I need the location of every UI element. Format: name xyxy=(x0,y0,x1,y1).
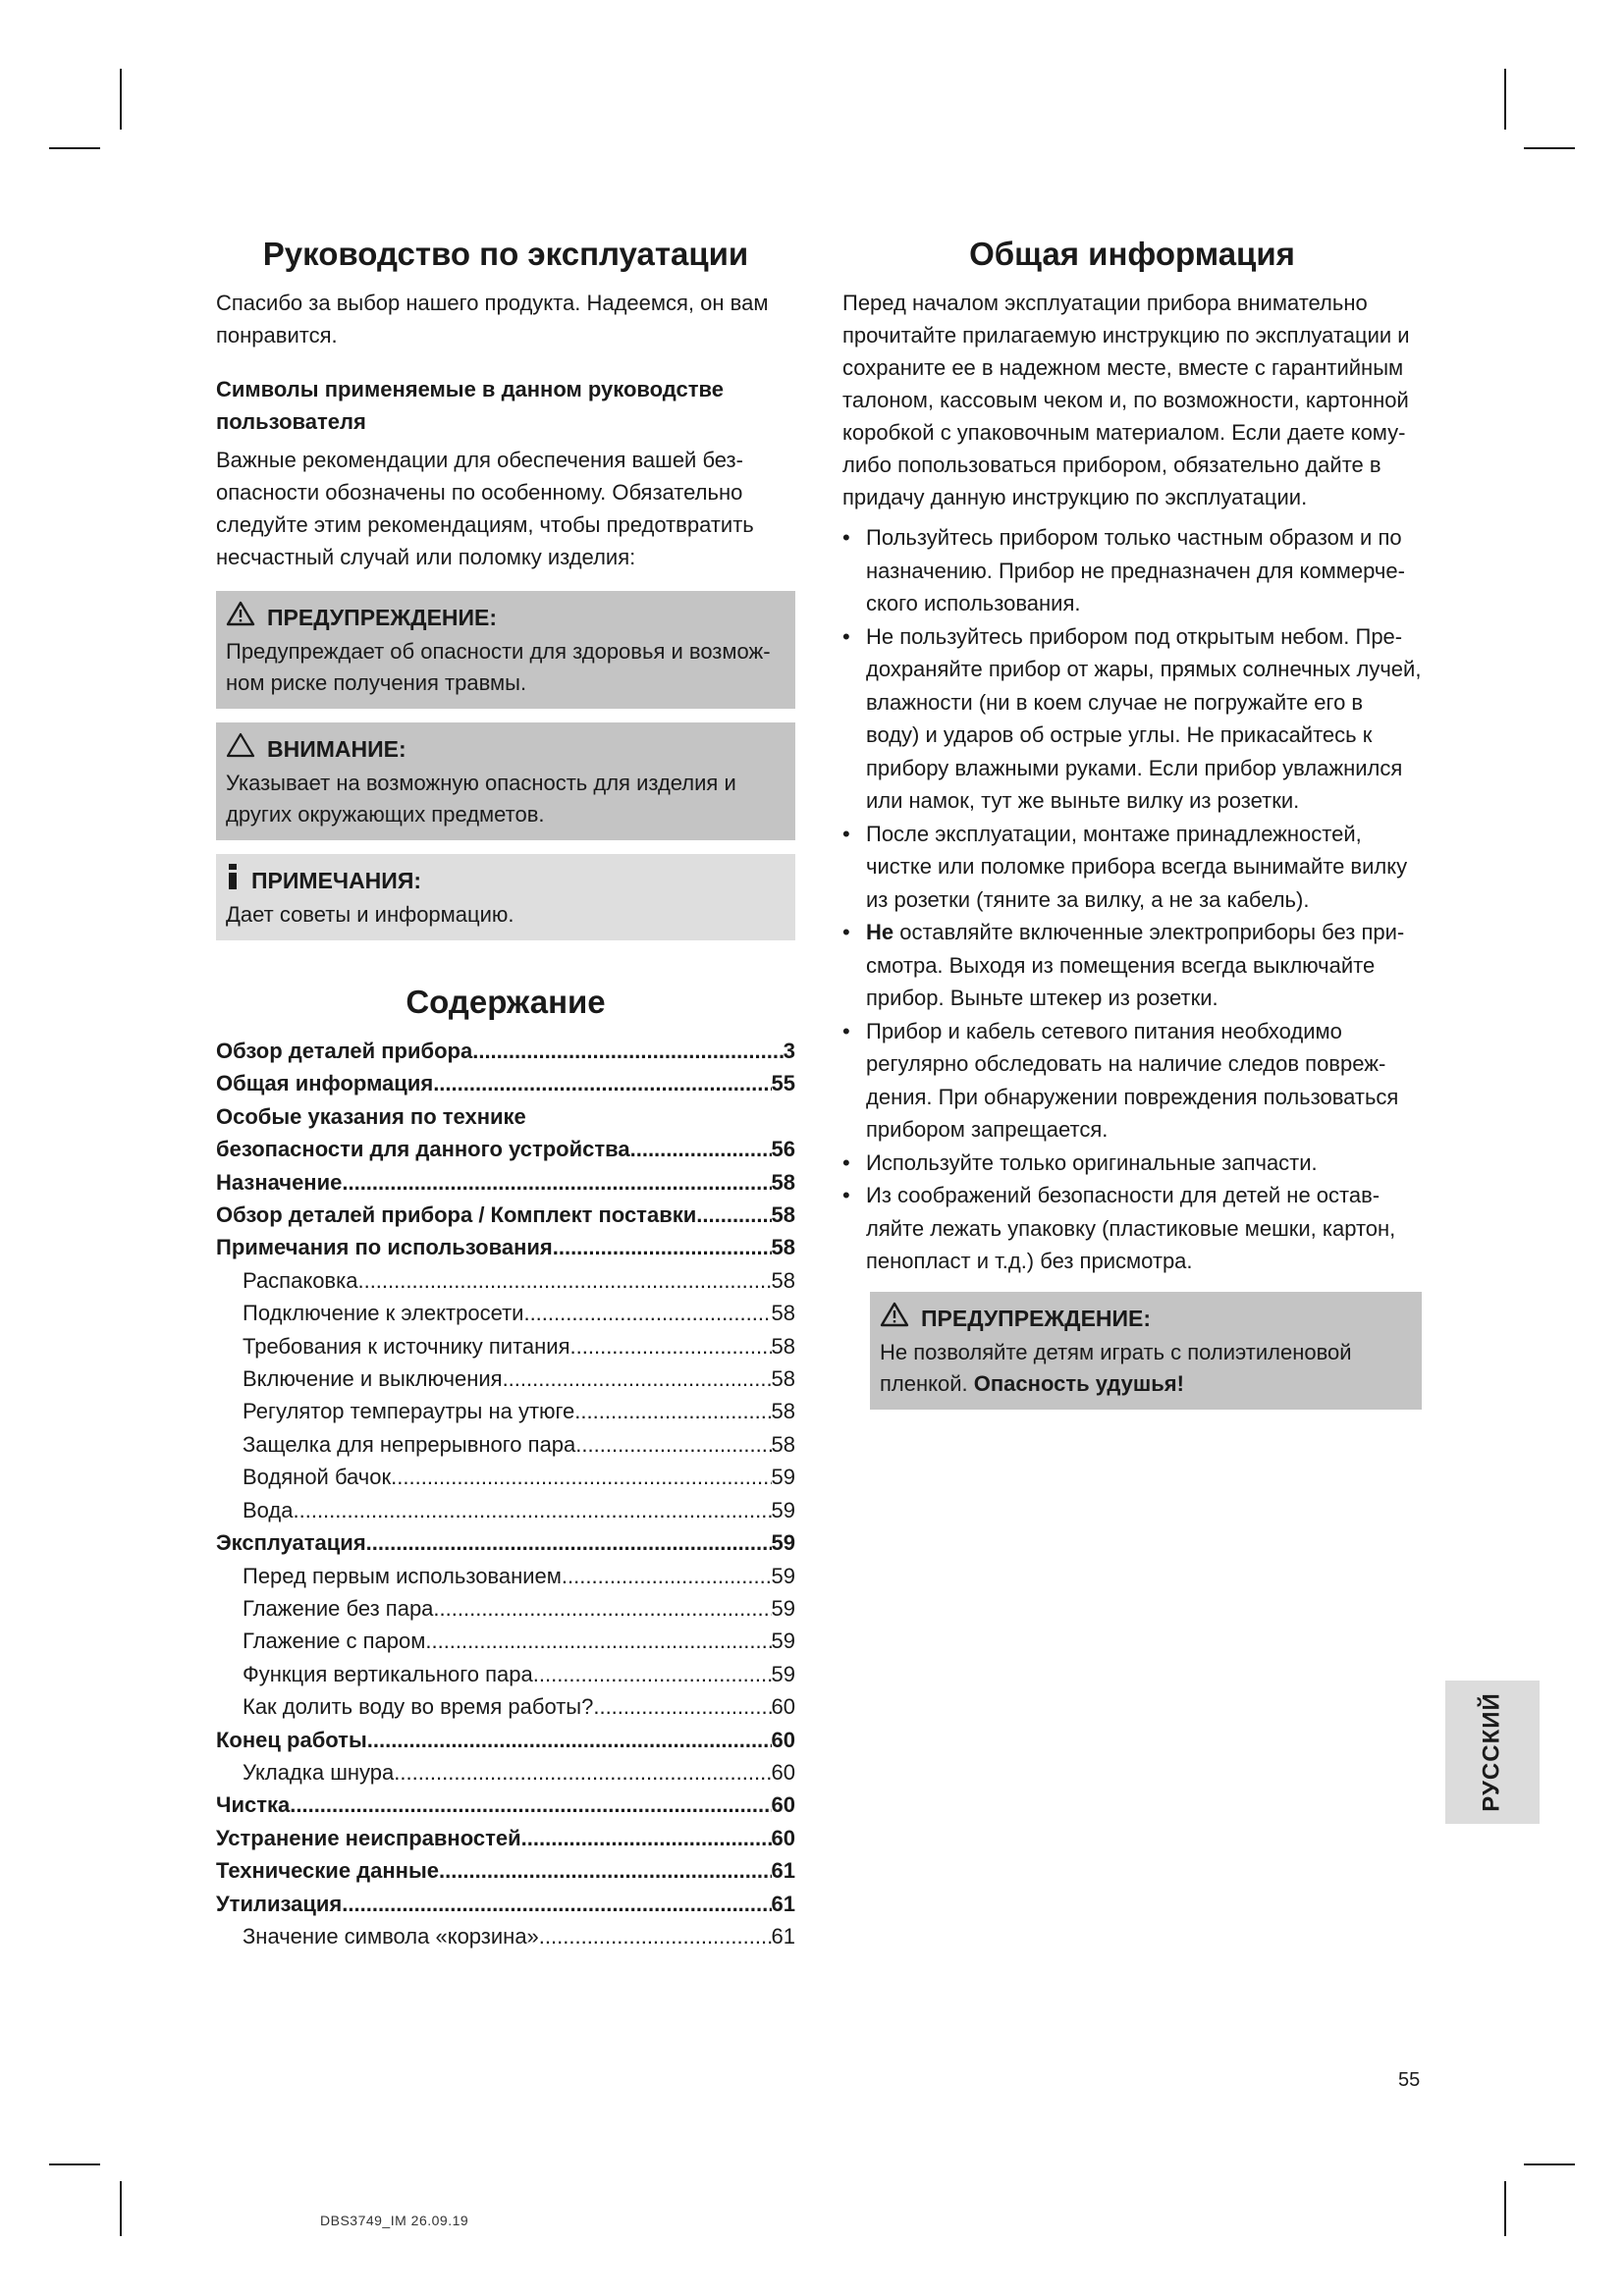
toc-entry xyxy=(216,1756,795,1789)
warning-heading: ПРЕДУПРЕЖДЕНИЕ: xyxy=(267,605,498,630)
toc-entry-label: Конец работы xyxy=(216,1727,367,1752)
toc-entry-page: 59 xyxy=(771,1661,795,1686)
toc-entry-label: безопасности для данного устройства xyxy=(216,1137,630,1162)
warning-heading-row xyxy=(226,601,785,634)
footer-code: DBS3749_IM 26.09.19 xyxy=(320,2213,469,2228)
toc-entry xyxy=(216,1592,795,1625)
toc-entry-label: Перед первым использованием xyxy=(243,1563,562,1588)
toc-entry xyxy=(216,1789,795,1821)
bullet-text: оставляйте включенные электроприборы без присмотра. Выходя из помещения всегда выключайте прибор. Выньте штекер из розетки. xyxy=(866,920,1405,1010)
safety-bullet xyxy=(842,1147,1422,1180)
info-icon xyxy=(226,864,240,897)
toc-entry-label: Вода xyxy=(243,1497,294,1522)
bullet-marker: • xyxy=(842,623,850,649)
toc-entry-label: Включение и выключения xyxy=(243,1366,503,1392)
toc-leader-dots xyxy=(290,1789,771,1821)
symbols-heading: Символы применяемые в данном руководстве пользователя xyxy=(216,377,724,434)
page-number: 55 xyxy=(1398,2069,1421,2091)
toc-leader-dots xyxy=(367,1724,772,1756)
left-column xyxy=(216,236,795,1952)
toc-entry xyxy=(216,1199,795,1231)
language-tab xyxy=(1445,1681,1540,1824)
toc-leader-dots xyxy=(366,1526,772,1559)
toc-entry xyxy=(216,1330,795,1362)
toc-entry-page: 58 xyxy=(771,1169,795,1195)
toc-entry-page: 59 xyxy=(771,1563,795,1588)
crop-mark xyxy=(1524,2163,1575,2165)
toc-leader-dots xyxy=(553,1231,772,1263)
toc-entry-label: Функция вертикального пара xyxy=(243,1661,533,1686)
toc-leader-dots xyxy=(533,1658,772,1690)
bullet-text: Не пользуйтесь прибором под открытым небом. Предохраняйте прибор от жары, прямых солнечных лучей, влажности (ни в коем случае не погружайте его в воду) и ударов об острые углы. Не прикасайтесь к прибору влажными руками. Если прибор увлажнился или намок, тут же выньте вилку из розетки. xyxy=(866,623,1422,813)
toc-entry-label: Примечания по использования xyxy=(216,1235,553,1260)
toc-entry-page: 61 xyxy=(771,1891,795,1916)
toc-entry-label: Как долить воду во время работы? xyxy=(243,1694,594,1720)
toc-entry-page: 58 xyxy=(771,1399,795,1424)
warning-box xyxy=(216,591,795,709)
toc-entry-label: Укладка шнура xyxy=(243,1759,395,1785)
toc-leader-dots xyxy=(394,1756,771,1789)
toc-heading-line: Особые указания по технике xyxy=(216,1103,526,1129)
toc-entry xyxy=(216,1854,795,1887)
toc-entry-label: Назначение xyxy=(216,1169,343,1195)
toc-entry-page: 59 xyxy=(771,1497,795,1522)
bullet-marker: • xyxy=(842,1149,850,1175)
toc-entry-page: 58 xyxy=(771,1366,795,1392)
toc-entry-page: 60 xyxy=(771,1727,795,1752)
toc-entry-label: Распаковка xyxy=(243,1267,358,1293)
toc-entry-label: Обзор деталей прибора xyxy=(216,1039,473,1063)
toc-leader-dots xyxy=(433,1592,771,1625)
toc-entry-page: 60 xyxy=(771,1825,795,1850)
child-warning-text-plain: Не позволяйте детям играть с полиэтиленовой пленкой. xyxy=(880,1339,1352,1396)
toc-entry-label: Чистка xyxy=(216,1792,291,1818)
toc-entry xyxy=(216,1625,795,1657)
toc-entry-page: 58 xyxy=(771,1267,795,1293)
toc-entry-label: Глажение без пара xyxy=(243,1595,434,1621)
crop-mark xyxy=(120,2181,122,2236)
caution-triangle-icon xyxy=(226,732,255,766)
toc-entry xyxy=(216,1822,795,1854)
toc-entry-page: 59 xyxy=(771,1465,795,1490)
caution-text: Указывает на возможную опасность для изделия и других окружающих предметов. xyxy=(226,771,736,827)
right-column xyxy=(842,236,1422,1410)
crop-mark xyxy=(49,2163,100,2165)
toc-entry-label: Водяной бачок xyxy=(243,1465,392,1490)
toc-entry xyxy=(216,1724,795,1756)
toc-entry-page: 59 xyxy=(771,1530,795,1556)
toc-leader-dots xyxy=(521,1822,772,1854)
toc-leader-dots xyxy=(425,1625,771,1657)
toc-entry-page: 55 xyxy=(771,1071,795,1096)
symbols-text: Важные рекомендации для обеспечения вашей безопасности обозначены по особенному. Обязательно следуйте этим рекомендациям, чтобы предотвратить несчастный случай или поломку изделия: xyxy=(216,448,754,569)
toc-entry xyxy=(216,1461,795,1493)
bullet-text: Используйте только оригинальные запчасти. xyxy=(866,1149,1318,1175)
toc-entry xyxy=(216,1494,795,1526)
crop-mark xyxy=(1504,69,1506,130)
child-warning-box xyxy=(870,1292,1422,1410)
crop-mark xyxy=(1504,2181,1506,2236)
general-info-intro: Перед началом эксплуатации прибора внимательно прочитайте прилагаемую инструкцию по эксплуатации и сохраните ее в надежном месте, вместе с гарантийным талоном, кассовым чеком и, по возможности, картонной коробкой с упаковочным материалом. Если даете кому-либо попользоваться прибором, обязательно дайте в придачу данную инструкцию по эксплуатации. xyxy=(842,291,1410,509)
toc-entry-page: 3 xyxy=(783,1039,795,1063)
toc-leader-dots xyxy=(433,1067,771,1099)
warning-text: Предупреждает об опасности для здоровья и возможном риске получения травмы. xyxy=(226,639,771,695)
safety-bullet xyxy=(842,916,1422,1015)
bullet-marker: • xyxy=(842,1018,850,1043)
toc-entry-page: 59 xyxy=(771,1595,795,1621)
toc-entry-label: Обзор деталей прибора / Комплект поставки xyxy=(216,1202,697,1228)
note-box xyxy=(216,854,795,940)
toc-entry-page: 58 xyxy=(771,1333,795,1359)
toc-title: Содержание xyxy=(406,984,606,1020)
toc-entry-label: Регулятор темпераутры на утюге xyxy=(243,1399,575,1424)
toc-leader-dots xyxy=(523,1297,771,1329)
toc-entry xyxy=(216,1264,795,1297)
toc-entry xyxy=(216,1395,795,1427)
general-info-title: Общая информация xyxy=(969,236,1295,272)
note-text: Дает советы и информацию. xyxy=(226,902,514,927)
toc-leader-dots xyxy=(575,1428,771,1461)
note-heading: ПРИМЕЧАНИЯ: xyxy=(251,868,422,893)
bullet-text: Прибор и кабель сетевого питания необходимо регулярно обследовать на наличие следов повреждения. При обнаружении повреждения пользоваться прибором запрещается. xyxy=(866,1018,1399,1142)
crop-mark xyxy=(49,147,100,149)
toc-entry-label: Глажение с паром xyxy=(243,1629,426,1654)
bullet-text: Пользуйтесь прибором только частным образом и по назначению. Прибор не предназначен для коммерческого использования. xyxy=(866,525,1405,615)
bullet-bold-text: Не xyxy=(866,920,894,944)
toc-entry-page: 60 xyxy=(771,1694,795,1720)
bullet-text: Из соображений безопасности для детей не оставляйте лежать упаковку (пластиковые мешки, картон, пенопласт и т.д.) без присмотра. xyxy=(866,1183,1396,1273)
toc-entry-label: Устранение неисправностей xyxy=(216,1825,521,1850)
toc-leader-dots xyxy=(630,1133,772,1165)
safety-bullets xyxy=(842,521,1422,1278)
toc-entry-page: 59 xyxy=(771,1629,795,1654)
toc-entry xyxy=(216,1035,795,1067)
toc-entry-label: Общая информация xyxy=(216,1071,434,1096)
note-heading-row xyxy=(226,864,785,897)
toc-entry xyxy=(216,1297,795,1329)
toc-leader-dots xyxy=(472,1035,784,1067)
warning-triangle-icon xyxy=(226,601,255,634)
warning-triangle-icon xyxy=(880,1302,909,1335)
manual-title: Руководство по эксплуатации xyxy=(262,236,749,272)
toc-entry-label: Утилизация xyxy=(216,1891,343,1916)
toc-leader-dots xyxy=(574,1395,771,1427)
bullet-marker: • xyxy=(842,821,850,846)
safety-bullet xyxy=(842,521,1422,620)
toc-entry xyxy=(216,1133,795,1165)
safety-bullet xyxy=(842,818,1422,917)
child-warning-heading: ПРЕДУПРЕЖДЕНИЕ: xyxy=(921,1305,1152,1331)
toc-entry-page: 58 xyxy=(771,1431,795,1457)
toc-entry xyxy=(216,1888,795,1920)
child-warning-text xyxy=(880,1337,1412,1400)
toc-entry-label: Защелка для непрерывного пара xyxy=(243,1431,576,1457)
toc-entry-page: 58 xyxy=(771,1301,795,1326)
toc-entry xyxy=(216,1526,795,1559)
bullet-marker: • xyxy=(842,525,850,550)
toc-leader-dots xyxy=(696,1199,771,1231)
toc-entry xyxy=(216,1560,795,1592)
toc-leader-dots xyxy=(593,1690,771,1723)
toc-entry-label: Технические данные xyxy=(216,1858,439,1884)
toc-entry xyxy=(216,1362,795,1395)
bullet-marker: • xyxy=(842,1183,850,1207)
toc-leader-dots xyxy=(391,1461,771,1493)
toc-leader-dots xyxy=(342,1166,771,1199)
toc-leader-dots xyxy=(562,1560,772,1592)
toc-leader-dots xyxy=(539,1920,772,1952)
toc-entry-page: 61 xyxy=(771,1923,795,1949)
language-tab-label: РУССКИЙ xyxy=(1479,1692,1505,1812)
toc-leader-dots xyxy=(342,1888,771,1920)
toc-leader-dots xyxy=(570,1330,772,1362)
caution-heading: ВНИМАНИЕ: xyxy=(267,736,406,762)
toc-entry-label: Эксплуатация xyxy=(216,1530,366,1556)
toc-entry-page: 58 xyxy=(771,1202,795,1228)
toc-entry xyxy=(216,1166,795,1199)
toc-entry xyxy=(216,1920,795,1952)
child-warning-heading-row xyxy=(880,1302,1412,1335)
toc-entry xyxy=(216,1231,795,1263)
table-of-contents xyxy=(216,1035,795,1952)
bullet-text: После эксплуатации, монтаже принадлежностей, чистке или поломке прибора всегда вынимайте вилку из розетки (тяните за вилку, а не за кабель). xyxy=(866,821,1408,912)
toc-entry-page: 60 xyxy=(771,1792,795,1818)
toc-entry xyxy=(216,1067,795,1099)
caution-heading-row xyxy=(226,732,785,766)
toc-leader-dots xyxy=(503,1362,772,1395)
toc-entry xyxy=(216,1428,795,1461)
intro-text: Спасибо за выбор нашего продукта. Надеемся, он вам понравится. xyxy=(216,291,769,347)
toc-entry xyxy=(216,1658,795,1690)
toc-entry-label: Требования к источнику питания xyxy=(243,1333,570,1359)
toc-entry-label: Значение символа «корзина» xyxy=(243,1923,539,1949)
safety-bullet xyxy=(842,620,1422,818)
toc-entry-label: Подключение к электросети xyxy=(243,1301,524,1326)
toc-entry xyxy=(216,1690,795,1723)
toc-entry-page: 61 xyxy=(771,1858,795,1884)
bullet-marker: • xyxy=(842,920,850,944)
toc-entry-page: 58 xyxy=(771,1235,795,1260)
child-warning-text-bold: Опасность удушья! xyxy=(973,1370,1184,1396)
toc-leader-dots xyxy=(294,1494,772,1526)
toc-entry-page: 56 xyxy=(771,1137,795,1162)
crop-mark xyxy=(120,69,122,130)
safety-bullet xyxy=(842,1015,1422,1147)
caution-box xyxy=(216,722,795,840)
toc-leader-dots xyxy=(357,1264,771,1297)
crop-mark xyxy=(1524,147,1575,149)
safety-bullet xyxy=(842,1179,1422,1278)
toc-leader-dots xyxy=(439,1854,772,1887)
toc-entry-page: 60 xyxy=(771,1759,795,1785)
